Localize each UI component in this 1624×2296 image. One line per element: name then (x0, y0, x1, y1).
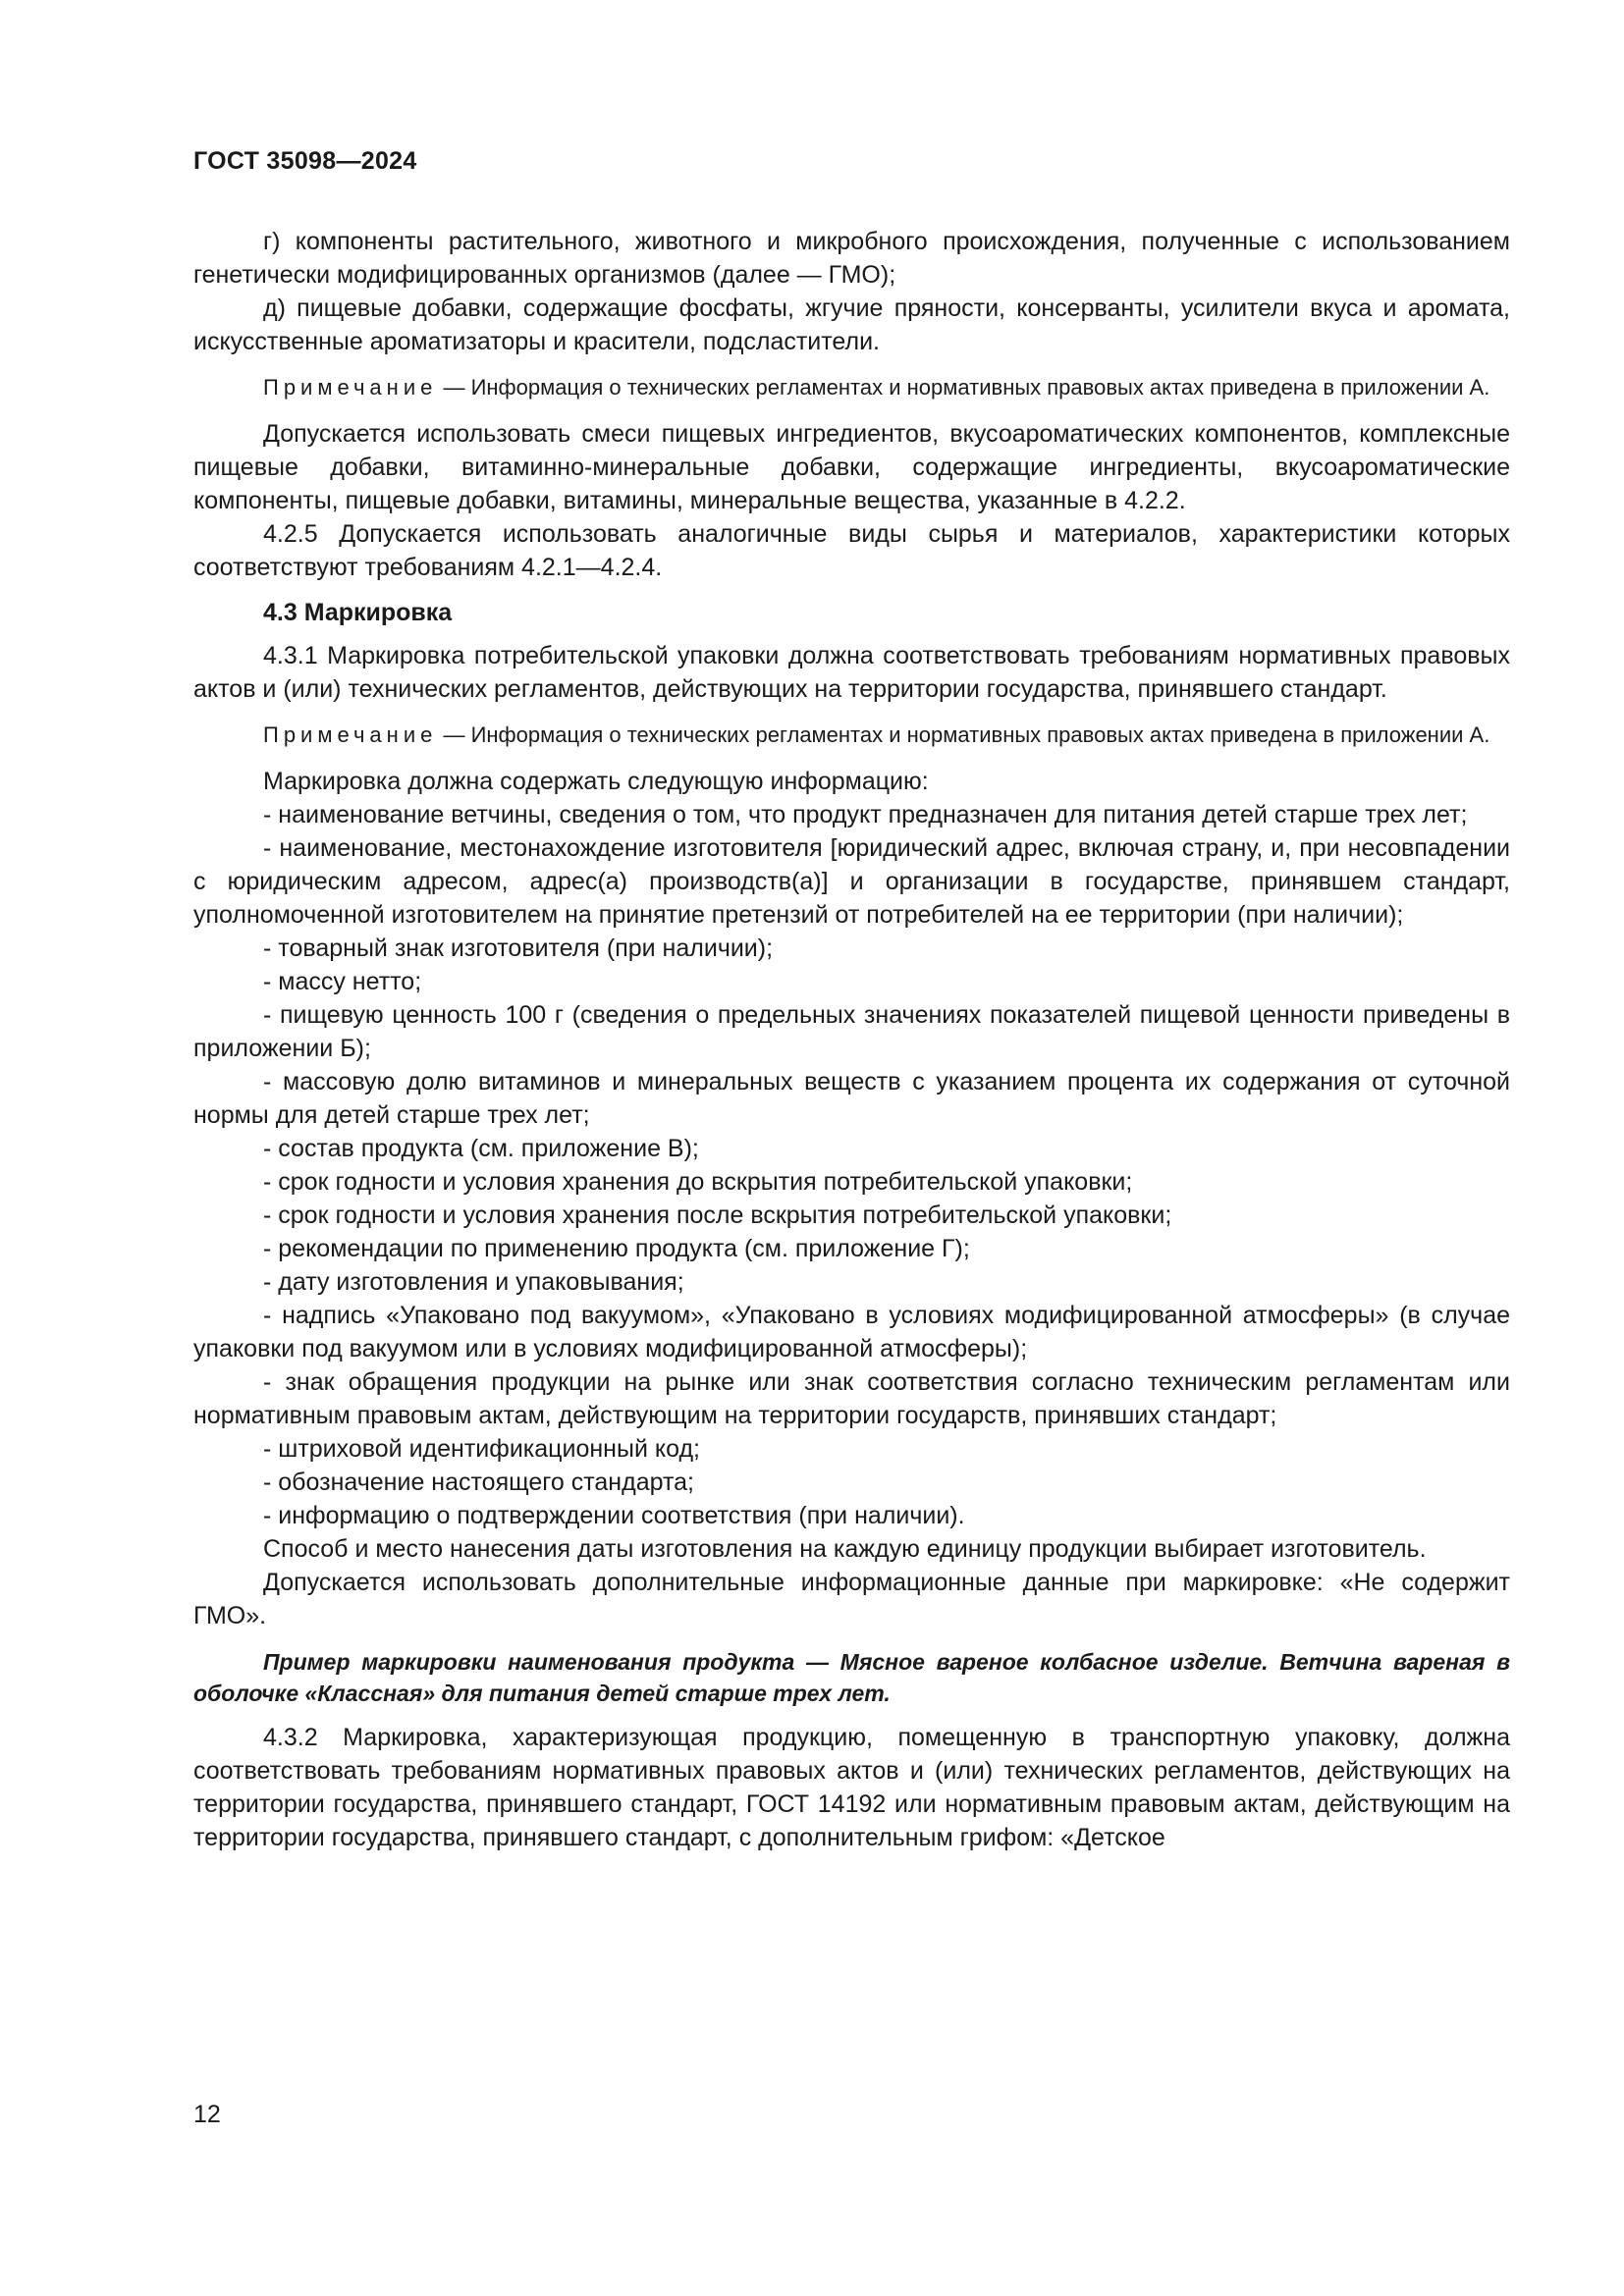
paragraph-4-2-5: 4.2.5 Допускается использовать аналогичные виды сырья и материалов, характеристики которых соответствуют требованиям 4.2.1—4.2.4. (193, 520, 1510, 581)
note-2-text: — Информация о технических регламентах и нормативных правовых актах приведена в приложении А. (437, 722, 1490, 747)
document-header: ГОСТ 35098—2024 (193, 147, 417, 175)
example-marking: Пример маркировки наименования продукта — Мясное вареное колбасное изделие. Ветчина вареная в оболочке «Классная» для питания детей старше трех лет. (193, 1649, 1510, 1706)
list-item: - товарный знак изготовителя (при наличии); (263, 934, 774, 962)
paragraph-item-g: г) компоненты растительного, животного и микробного происхождения, полученные с использованием генетически модифицированных организмов (далее — ГМО); (193, 228, 1510, 289)
paragraph-mixtures: Допускается использовать смеси пищевых ингредиентов, вкусоароматических компонентов, комплексные пищевые добавки, витаминно-минеральные добавки, содержащие ингредиенты, вкусоароматические компоненты, пищевые добавки, витамины, минеральные вещества, указанные в 4.2.2. (193, 420, 1510, 514)
list-item: - надпись «Упаковано под вакуумом», «Упаковано в условиях модифицированной атмосферы» (в случае упаковки под вакуумом или в условиях модифицированной атмосферы); (193, 1302, 1510, 1362)
list-item: - состав продукта (см. приложение В); (263, 1135, 699, 1162)
page-number: 12 (193, 2101, 221, 2128)
list-item: - срок годности и условия хранения после вскрытия потребительской упаковки; (263, 1201, 1172, 1229)
paragraph-item-d: д) пищевые добавки, содержащие фосфаты, жгучие пряности, консерванты, усилители вкуса и аромата, искусственные ароматизаторы и красители, подсластители. (193, 294, 1510, 355)
paragraph-gmo-info: Допускается использовать дополнительные информационные данные при маркировке: «Не содержит ГМО». (193, 1569, 1510, 1629)
document-page (193, 147, 1510, 1854)
list-item: - массовую долю витаминов и минеральных веществ с указанием процента их содержания от суточной нормы для детей старше трех лет; (193, 1068, 1510, 1129)
list-item: - наименование, местонахождение изготовителя [юридический адрес, включая страну, и, при несовпадении с юридическим адресом, адрес(а) производств(а)] и организации в государстве, принявшем стандарт, уполномоченной изготовителем на принятие претензий от потребителей на ее территории (при наличии); (193, 834, 1510, 929)
list-item: - знак обращения продукции на рынке или знак соответствия согласно техническим регламентам или нормативным правовым актам, действующим на территории государств, принявших стандарт; (193, 1368, 1510, 1429)
note-1-label: Примечание (263, 375, 438, 400)
section-title-4-3: 4.3 Маркировка (263, 599, 453, 626)
list-item: - дату изготовления и упаковывания; (263, 1268, 684, 1296)
paragraph-date-placement: Способ и место нанесения даты изготовления на каждую единицу продукции выбирает изготовитель. (263, 1535, 1427, 1563)
note-1-text: — Информация о технических регламентах и нормативных правовых актах приведена в приложении А. (437, 375, 1490, 400)
list-item: - штриховой идентификационный код; (263, 1435, 700, 1463)
list-item: - пищевую ценность 100 г (сведения о предельных значениях показателей пищевой ценности приведены в приложении Б); (193, 1001, 1510, 1062)
list-item: - срок годности и условия хранения до вскрытия потребительской упаковки; (263, 1168, 1133, 1196)
list-item: - массу нетто; (263, 968, 422, 995)
note-2 (193, 720, 1510, 751)
list-item: - информацию о подтверждении соответствия (при наличии). (263, 1502, 965, 1529)
note-2-label: Примечание (263, 722, 438, 747)
paragraph-4-3-1: 4.3.1 Маркировка потребительской упаковки должна соответствовать требованиям нормативных правовых актов и (или) технических регламентов, действующих на территории государства, принявшего стандарт. (193, 642, 1510, 703)
list-item: - наименование ветчины, сведения о том, что продукт предназначен для питания детей старше трех лет; (263, 801, 1468, 828)
note-1 (193, 372, 1510, 403)
paragraph-info-intro: Маркировка должна содержать следующую информацию: (263, 768, 929, 795)
list-item: - рекомендации по применению продукта (см. приложение Г); (263, 1235, 970, 1262)
paragraph-4-3-2: 4.3.2 Маркировка, характеризующая продукцию, помещенную в транспортную упаковку, должна соответствовать требованиям нормативных правовых актов и (или) технических регламентов, действующих на территории государства, принявшего стандарт, ГОСТ 14192 или нормативным правовым актам, действующим на территории государства, принявшего стандарт, с дополнительным грифом: «Детское (193, 1724, 1510, 1851)
marking-list (193, 798, 1510, 1532)
list-item: - обозначение настоящего стандарта; (263, 1468, 694, 1496)
